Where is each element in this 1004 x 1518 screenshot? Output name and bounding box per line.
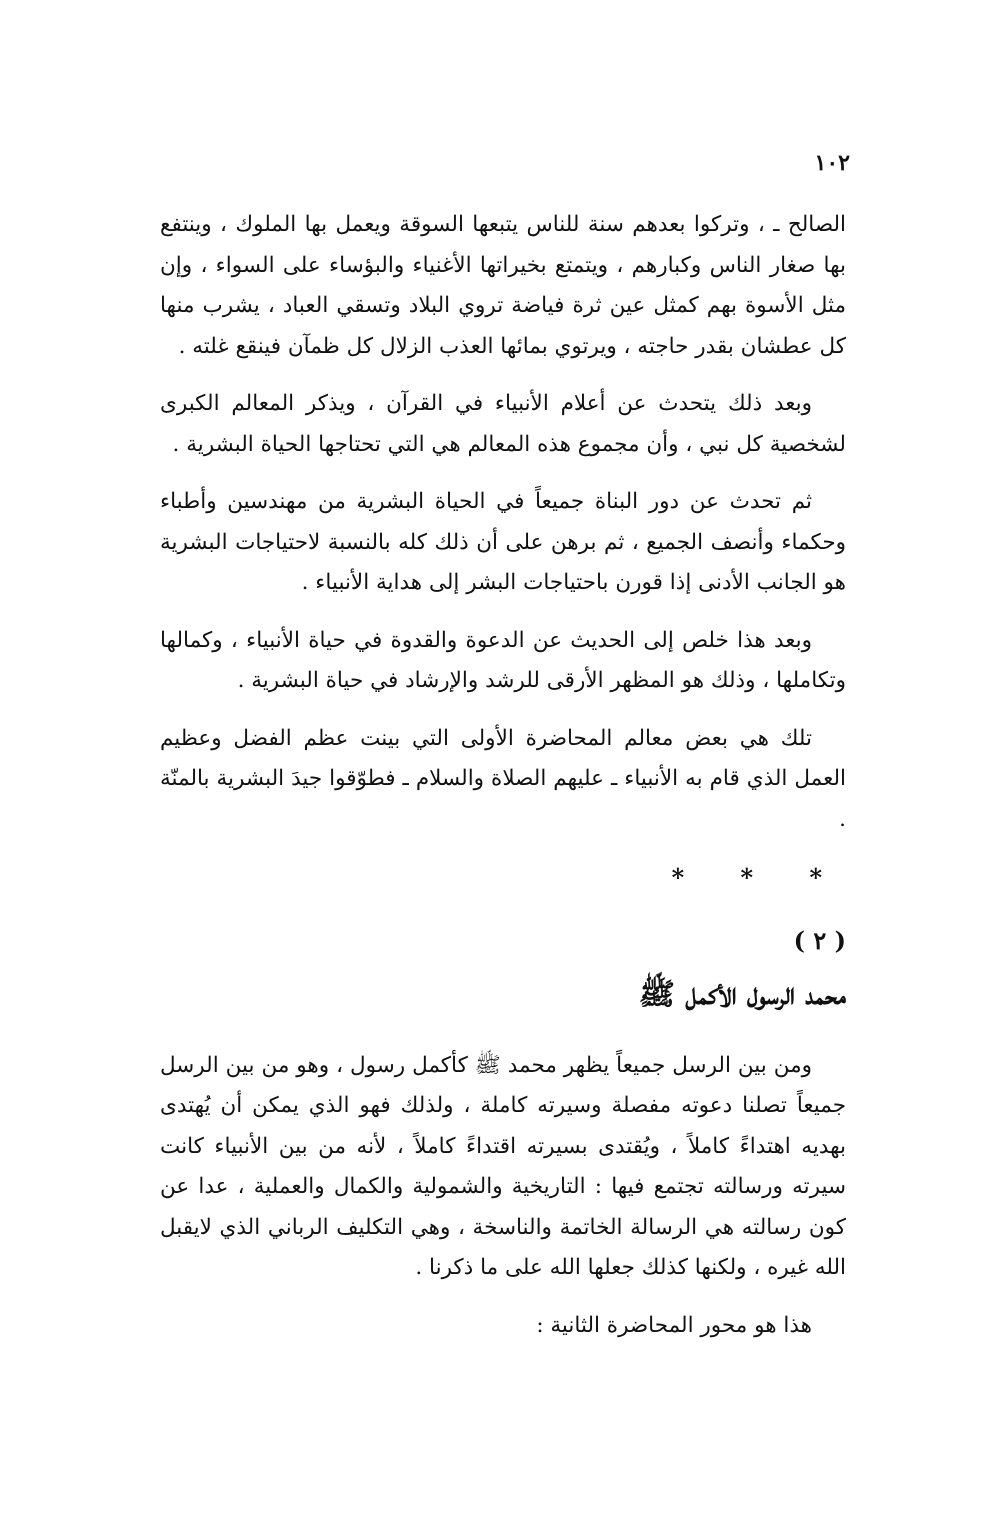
- paragraph: ثم تحدث عن دور البناة جميعاً في الحياة البشرية من مهندسين وأطباء وحكماء وأنصف الجميع ، ثم برهن على أن ذلك كله بالنسبة لاحتياجات البشرية هو الجانب الأدنى إذا قورن باحتياجات البشر إلى هداية الأنبياء .: [160, 489, 846, 595]
- paragraph-continuation: الصالح ـ ، وتركوا بعدهم سنة للناس يتبعها السوقة ويعمل بها الملوك ، وينتفع بها صغار الناس وكبارهم ، ويتمتع بخيراتها الأغنياء والبؤساء على السواء ، وإن مثل الأسوة بهم كمثل عين ثرة فياضة تروي البلاد وتسقي العباد ، يشرب منها كل عطشان بقدر حاجته ، ويرتوي بمائها العذب الزلال كل ظمآن فينقع غلته .: [160, 212, 846, 359]
- paragraph: وبعد هذا خلص إلى الحديث عن الدعوة والقدوة في حياة الأنبياء ، وكمالها وتكاملها ، وذلك هو المظهر الأرقى للرشد والإرشاد في حياة البشرية .: [160, 627, 846, 693]
- page-body: [160, 205, 846, 1363]
- paragraph: ومن بين الرسل جميعاً يظهر محمد ﷺ كأكمل رسول ، وهو من بين الرسل جميعاً تصلنا دعوته مفصلة وسيرته كاملة ، ولذلك فهو الذي يمكن أن يُهتدى بهديه اهتداءً كاملاً ، ويُقتدى بسيرته اقتداءً كاملاً ، لأنه من بين الأنبياء كانت سيرته ورسالته تجتمع فيها : التاريخية والشمولية والكمال والعملية ، عدا عن كون رسالته هي الرسالة الخاتمة والناسخة ، وهي التكليف الرباني الذي لايقبل الله غيره ، ولكنها كذلك جعلها الله على ما ذكرنا .: [160, 1052, 846, 1280]
- section-separator: * * *: [671, 863, 846, 892]
- section-number: ( ٢ ): [793, 925, 846, 955]
- paragraph: وبعد ذلك يتحدث عن أعلام الأنبياء في القرآن ، ويذكر المعالم الكبرى لشخصية كل نبي ، وأن مجموع هذه المعالم هي التي تحتاجها الحياة البشرية .: [160, 391, 846, 457]
- page-number: ١٠٢: [814, 150, 850, 176]
- paragraph: هذا هو محور المحاضرة الثانية :: [536, 1312, 812, 1338]
- paragraph: تلك هي بعض معالم المحاضرة الأولى التي بينت عظم الفضل وعظيم العمل الذي قام به الأنبياء ـ عليهم الصلاة والسلام ـ فطوّقوا جيدَ البشرية بالمنّة .: [160, 725, 846, 832]
- section-title: محمد الرسول الأكمل ﷺ: [638, 977, 846, 1012]
